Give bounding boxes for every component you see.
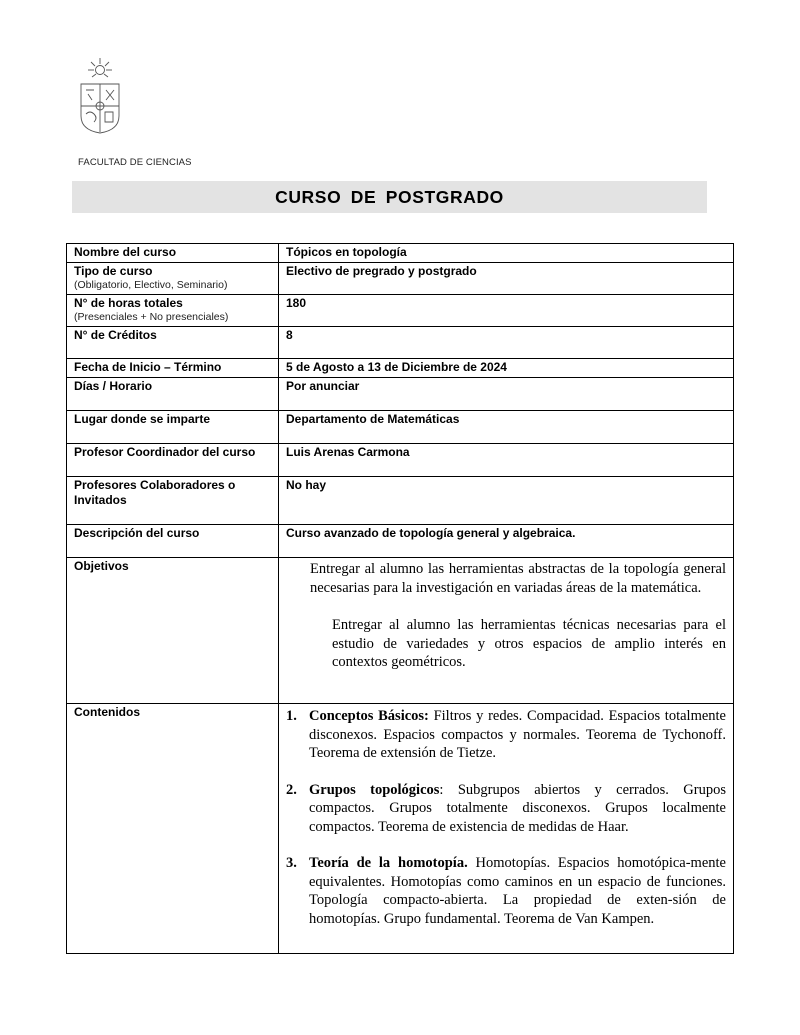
row-colaboradores: [67, 477, 734, 525]
row-objetivos: [67, 558, 734, 704]
value-nombre: Tópicos en topología: [279, 244, 734, 263]
row-tipo: [67, 263, 734, 295]
course-info-table: [66, 243, 734, 954]
list-item-title: Conceptos Básicos:: [309, 708, 429, 724]
label-tipo-text: Tipo de curso: [74, 264, 153, 278]
value-contenidos: [279, 704, 734, 954]
row-nombre: [67, 244, 734, 263]
page-title: CURSO DE POSTGRADO: [275, 186, 504, 207]
university-crest-logo: [78, 56, 122, 134]
label-tipo-sub: (Obligatorio, Electivo, Seminario): [74, 279, 228, 291]
list-item-text: [309, 707, 726, 763]
row-contenidos: [67, 704, 734, 954]
value-tipo: Electivo de pregrado y postgrado: [279, 263, 734, 295]
objetivo-item: Entregar al alumno las herramientas técnicas necesarias para el estudio de variedades y otros espacios de amplio interés en contextos geométricos.: [332, 617, 726, 670]
label-lugar: Lugar donde se imparte: [67, 411, 279, 444]
faculty-name: FACULTAD DE CIENCIAS: [78, 157, 192, 168]
row-dias: [67, 378, 734, 411]
list-item-text: [309, 854, 726, 928]
row-lugar: [67, 411, 734, 444]
list-item-number: 2.: [286, 781, 297, 798]
list-item-title: Teoría de la homotopía.: [309, 855, 468, 871]
label-contenidos: Contenidos: [67, 704, 279, 954]
label-horas-text: N° de horas totales: [74, 296, 183, 310]
list-item-body: Homotopías. Espacios homotópica-mente equivalentes. Homotopías como caminos en un espacio de funciones. Topología compacto-abierta. La propiedad de exten-sión de homotopías. Grupo fundamental. Teorema de Van Kampen.: [309, 855, 726, 927]
label-horas-sub: (Presenciales + No presenciales): [74, 311, 229, 323]
list-item-number: 1.: [286, 708, 297, 724]
list-item: [286, 781, 726, 837]
row-coordinador: [67, 444, 734, 477]
value-fecha: 5 de Agosto a 13 de Diciembre de 2024: [279, 359, 734, 378]
list-item-body: Filtros y redes. Compacidad. Espacios totalmente disconexos. Espacios compactos y normales. Teorema de Tychonoff. Teorema de extensión de Tietze.: [309, 708, 726, 761]
label-colaboradores: Profesores Colaboradores o Invitados: [67, 477, 279, 525]
list-item: [286, 707, 726, 763]
value-descripcion: Curso avanzado de topología general y algebraica.: [279, 525, 734, 558]
label-coordinador: Profesor Coordinador del curso: [67, 444, 279, 477]
label-horas: [67, 295, 279, 327]
label-objetivos: Objetivos: [67, 558, 279, 704]
label-nombre: Nombre del curso: [67, 244, 279, 263]
row-fecha: [67, 359, 734, 378]
value-dias: Por anunciar: [279, 378, 734, 411]
title-bar: [72, 181, 707, 213]
label-creditos: N° de Créditos: [67, 327, 279, 359]
label-descripcion: Descripción del curso: [67, 525, 279, 558]
label-dias: Días / Horario: [67, 378, 279, 411]
row-descripcion: [67, 525, 734, 558]
label-tipo: [67, 263, 279, 295]
value-creditos: 8: [279, 327, 734, 359]
contents-list: [286, 705, 726, 934]
list-item-number: 3.: [286, 855, 297, 871]
row-horas: [67, 295, 734, 327]
value-colaboradores: No hay: [279, 477, 734, 525]
value-lugar: Departamento de Matemáticas: [279, 411, 734, 444]
list-item-text: [309, 781, 726, 837]
row-creditos: [67, 327, 734, 359]
label-fecha: Fecha de Inicio – Término: [67, 359, 279, 378]
value-horas: 180: [279, 295, 734, 327]
list-item-body: : Subgrupos abiertos y cerrados. Grupos compactos. Grupos totalmente disconexos. Grupos localmente compactos. Teorema de existencia de medidas de Haar.: [309, 781, 726, 835]
value-objetivos: [279, 558, 734, 704]
list-item-title: Grupos topológicos: [309, 781, 440, 798]
objetivo-item: Entregar al alumno las herramientas abstractas de la topología general necesarias para la investigación en variadas áreas de la matemática.: [310, 561, 726, 596]
value-coordinador: Luis Arenas Carmona: [279, 444, 734, 477]
list-item: [286, 854, 726, 928]
